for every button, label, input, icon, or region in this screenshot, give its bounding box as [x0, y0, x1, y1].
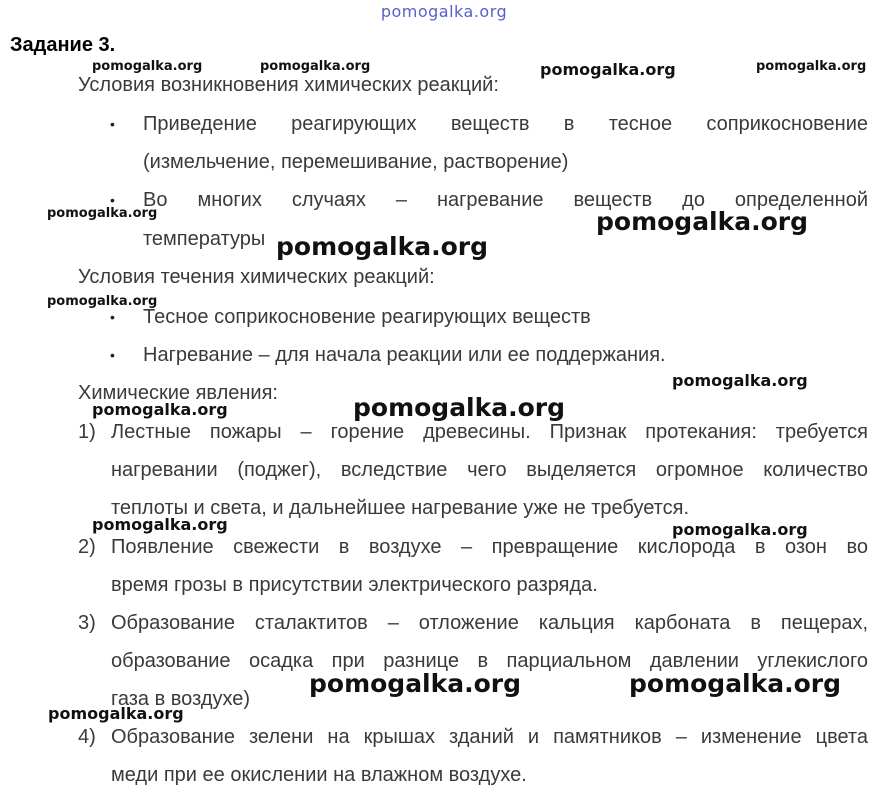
watermark: pomogalka.org: [672, 520, 808, 539]
watermark: pomogalka.org: [48, 704, 184, 723]
watermark: pomogalka.org: [92, 400, 228, 419]
watermark: pomogalka.org: [92, 59, 203, 74]
watermark: pomogalka.org: [629, 669, 842, 698]
list-item-4-line2: меди при ее окислении на влажном воздухе.: [111, 764, 527, 786]
header-watermark: pomogalka.org: [380, 2, 508, 21]
section1-bullet2-line2: температуры: [143, 228, 266, 250]
watermark: pomogalka.org: [540, 60, 676, 79]
section2-heading: Условия течения химических реакций:: [78, 266, 435, 288]
list-item-number: 4): [78, 726, 96, 748]
list-item-3-line2: образование осадка при разнице в парциальном давлении углекислого: [111, 650, 868, 672]
section1-heading: Условия возникновения химических реакций:: [78, 74, 499, 96]
list-item-1-line2: нагревании (поджег), вследствие чего выделяется огромное количество: [111, 459, 868, 481]
watermark: pomogalka.org: [756, 59, 867, 74]
list-item-1-line3: теплоты и света, и дальнейшее нагревание уже не требуется.: [111, 497, 690, 519]
section2-bullet1: Тесное соприкосновение реагирующих веществ: [143, 306, 591, 328]
list-item-2-line2: время грозы в присутствии электрического разряда.: [111, 574, 598, 596]
bullet-marker: •: [110, 192, 115, 208]
section1-bullet2-line1: Во многих случаях – нагревание веществ до определенной: [143, 189, 868, 211]
list-item-3-line1: Образование сталактитов – отложение кальция карбоната в пещерах,: [111, 612, 868, 634]
section2-bullet2: Нагревание – для начала реакции или ее поддержания.: [143, 344, 666, 366]
list-item-4-line1: Образование зелени на крышах зданий и памятников – изменение цвета: [111, 726, 868, 748]
list-item-number: 1): [78, 421, 96, 443]
watermark: pomogalka.org: [353, 393, 566, 422]
bullet-marker: •: [110, 116, 115, 132]
section1-bullet1-line1: Приведение реагирующих веществ в тесное соприкосновение: [143, 113, 868, 135]
bullet-marker: •: [110, 347, 115, 363]
watermark: pomogalka.org: [596, 207, 809, 236]
list-item-3-line3: газа в воздухе): [111, 688, 251, 710]
watermark: pomogalka.org: [92, 515, 228, 534]
watermark: pomogalka.org: [47, 294, 158, 309]
watermark: pomogalka.org: [260, 59, 371, 74]
task-title: Задание 3.: [10, 34, 116, 56]
watermark: pomogalka.org: [309, 669, 522, 698]
watermark: pomogalka.org: [276, 232, 489, 261]
bullet-marker: •: [110, 309, 115, 325]
section3-heading: Химические явления:: [78, 382, 278, 404]
watermark: pomogalka.org: [672, 371, 808, 390]
list-item-number: 3): [78, 612, 96, 634]
list-item-number: 2): [78, 536, 96, 558]
list-item-1-line1: Лестные пожары – горение древесины. Признак протекания: требуется: [111, 421, 868, 443]
watermark: pomogalka.org: [47, 206, 158, 221]
section1-bullet1-line2: (измельчение, перемешивание, растворение): [143, 151, 569, 173]
list-item-2-line1: Появление свежести в воздухе – превращение кислорода в озон во: [111, 536, 868, 558]
